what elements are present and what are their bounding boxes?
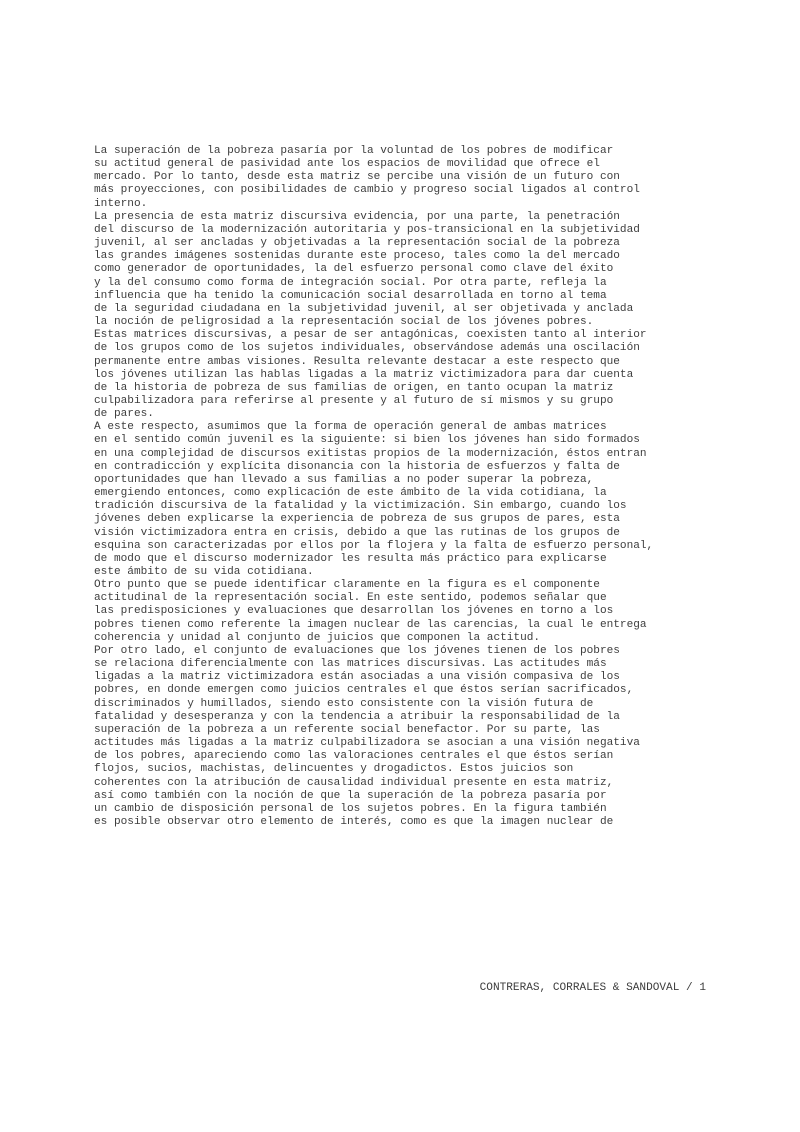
paragraph: La superación de la pobreza pasaría por la voluntad de los pobres de modificar su actitud general de pasividad ante los espacios de movilidad que ofrece el mercado. Por lo tanto, desde esta matriz se percibe una visión de un futuro con más proyecciones, con posibilidades de cambio y progreso social ligados al control interno. xyxy=(94,145,640,210)
paragraph: A este respecto, asumimos que la forma de operación general de ambas matrices en el sentido común juvenil es la siguiente: si bien los jóvenes han sido formados en una complejidad de discursos exitistas propios de la modernización, éstos entran en contradicción y explícita disonancia con la historia de esfuerzos y falta de oportunidades que han llevado a sus familias a no poder superar la pobreza, emergiendo entonces, como explicación de este ámbito de la vida cotidiana, la tradición discursiva de la fatalidad y la victimización. Sin embargo, cuando los jóvenes deben explicarse la experiencia de pobreza de sus grupos de pares, esta visión victimizadora entra en crisis, debido a que las rutinas de los grupos de esquina son caracterizadas por ellos por la flojera y la falta de esfuerzo personal, de modo que el discurso modernizador les resulta más práctico para explicarse este ámbito de su vida cotidiana. xyxy=(94,421,654,578)
page-footer: CONTRERAS, CORRALES & SANDOVAL / 1 xyxy=(479,982,706,994)
paragraph: Otro punto que se puede identificar claramente en la figura es el componente actitudinal de la representación social. En este sentido, podemos señalar que las predisposiciones y evaluaciones que desarrollan los jóvenes en torno a los pobres tienen como referente la imagen nuclear de las carencias, la cual le entrega coherencia y unidad al conjunto de juicios que componen la actitud. xyxy=(94,579,647,644)
paragraph: Estas matrices discursivas, a pesar de ser antagónicas, coexisten tanto al interior de los grupos como de los sujetos individuales, observándose además una oscilación permanente entre ambas visiones. Resulta relevante destacar a este respecto que los jóvenes utilizan las hablas ligadas a la matriz victimizadora para dar cuenta de la historia de pobreza de sus familias de origen, en tanto ocupan la matriz culpabilizadora para referirse al presente y al futuro de sí mismos y su grupo de pares. xyxy=(94,329,647,421)
document-body xyxy=(94,145,710,829)
paragraph: Por otro lado, el conjunto de evaluaciones que los jóvenes tienen de los pobres se relaciona diferencialmente con las matrices discursivas. Las actitudes más ligadas a la matriz victimizadora están asociadas a una visión compasiva de los pobres, en donde emergen como juicios centrales el que éstos serían sacrificados, discriminados y humillados, siendo esto consistente con la visión futura de fatalidad y desesperanza y con la tendencia a atribuir la responsabilidad de la superación de la pobreza a un referente social benefactor. Por su parte, las actitudes más ligadas a la matriz culpabilizadora se asocian a una visión negativa de los pobres, apareciendo como las valoraciones centrales el que éstos serían flojos, sucios, machistas, delincuentes y drogadictos. Estos juicios son coherentes con la atribución de causalidad individual presente en esta matriz, así como también con la noción de que la superación de la pobreza pasaría por un cambio de disposición personal de los sujetos pobres. En la figura también es posible observar otro elemento de interés, como es que la imagen nuclear de xyxy=(94,644,640,828)
paragraph: La presencia de esta matriz discursiva evidencia, por una parte, la penetración del discurso de la modernización autoritaria y pos-transicional en la subjetividad juvenil, al ser ancladas y objetivadas a la representación social de la pobreza las grandes imágenes sostenidas durante este proceso, tales como la del mercado como generador de oportunidades, la del esfuerzo personal como clave del éxito y la del consumo como forma de integración social. Por otra parte, refleja la influencia que ha tenido la comunicación social desarrollada en torno al tema de la seguridad ciudadana en la subjetividad juvenil, al ser objetivada y anclada la noción de peligrosidad a la representación social de los jóvenes pobres. xyxy=(94,210,640,329)
